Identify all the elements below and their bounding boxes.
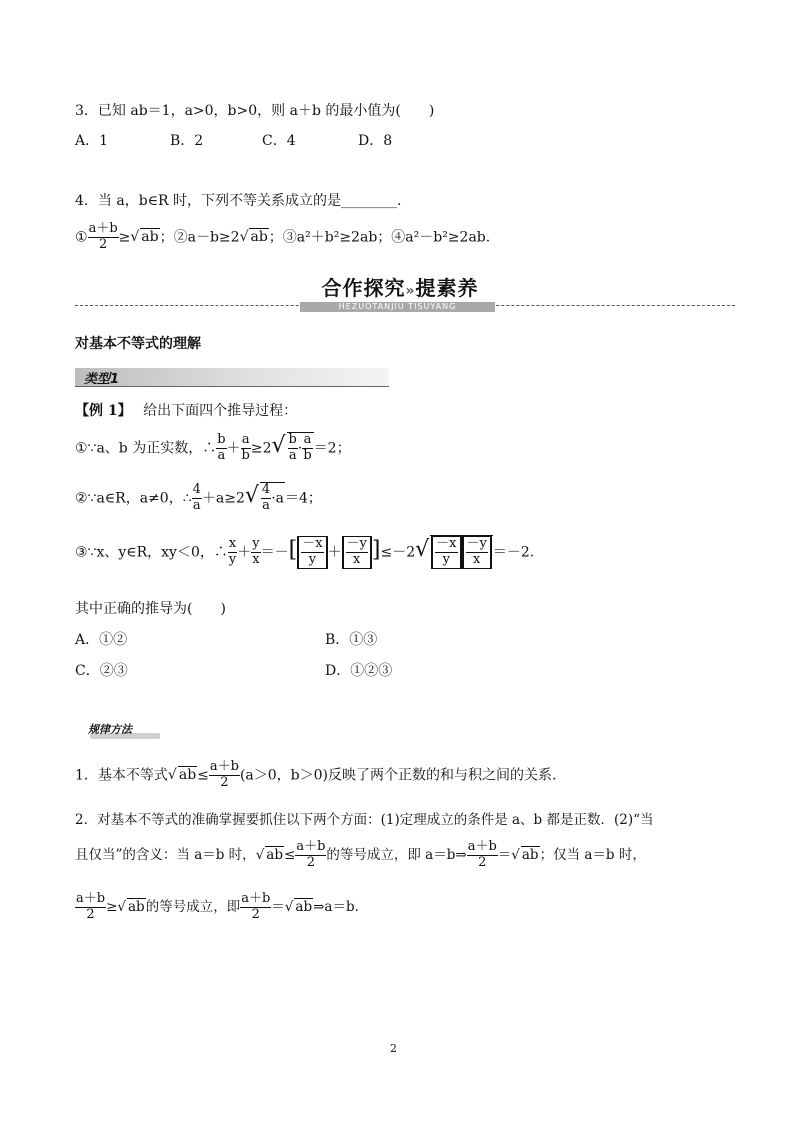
example-heading: 【例 1】 给出下面四个推导过程： [75, 403, 298, 419]
q4-opt1-prefix: ① [75, 229, 88, 246]
type-label: 类型1 [84, 372, 120, 387]
note-2-line-2: 且仅当”的含义：当 a＝b 时，√ ab≤ $\frac{a+b}{2}$ 的等号成立，即 a＝b⇒ $\frac{a+b}{2}$ ＝√ ab；仅当 a＝b 时， [75, 839, 646, 870]
example-line-3: ③∵x、y∈R，xy＜0，∴ $\frac{x}{y}$ ＋ $\frac{y}{x}$ ＝－[ $\frac{-x}{y}$ ＋ $\frac{-y}{x}$ ]≤－2√ $\frac{-x}{y}$ $\frac{-y}{x}$ ＝－2. [75, 536, 535, 567]
q3-choice-a: A．1 [75, 133, 109, 149]
q4-opt1-frac: $\frac{a+b}{2}$ [88, 221, 118, 252]
method-label: 规律方法 [88, 723, 132, 736]
page-number: 2 [390, 1042, 397, 1055]
note-1: 1．基本不等式√ ab≤ $\frac{a+b}{2}$ (a＞0，b＞0)反映了两个正数的和与积之间的关系. [75, 759, 557, 790]
section-subtitle: HEZUOTANJIU TISUYANG [300, 302, 495, 312]
q3-stem: 3．已知 ab＝1，a>0，b>0，则 a＋b 的最小值为( ) [75, 103, 435, 119]
topic-heading: 对基本不等式的理解 [75, 336, 201, 352]
type-bar [75, 368, 389, 387]
example-choice-c: C．②③ [75, 663, 128, 679]
example-line-2: ②∵a∈R，a≠0，∴ $\frac{4}{a}$ ＋a≥2√ $\frac{4}{a}$ ·a＝4； [75, 482, 322, 513]
q4-stem: 4．当 a，b∈R 时，下列不等关系成立的是________. [75, 193, 402, 209]
q3-choice-c: C．4 [262, 133, 296, 149]
example-choice-a: A．①② [75, 632, 128, 648]
example-choice-d: D．①②③ [325, 663, 393, 679]
q3-choice-d: D．8 [358, 133, 393, 149]
note-2-line-1: 2．对基本不等式的准确掌握要抓住以下两个方面：(1)定理成立的条件是 a、b 都是正数．(2)“当 [75, 812, 654, 828]
example-line-1: ①∵a、b 为正实数，∴ $\frac{b}{a}$ ＋ $\frac{a}{b}$ ≥2√ $\frac{b}{a}$ · $\frac{a}{b}$ ＝2； [75, 432, 351, 463]
example-question: 其中正确的推导为( ) [75, 601, 226, 617]
section-title: 合作探究»提素养 [321, 276, 479, 300]
note-2-line-3: $\frac{a+b}{2}$ ≥√ ab的等号成立，即 $\frac{a+b}{2}$ ＝√ ab⇒a＝b. [76, 891, 359, 922]
q4-options: ① $\frac{a+b}{2}$ ≥√ ab；②a－b≥2√ ab；③a²＋b²≥2ab；④a²－b²≥2ab. [75, 221, 491, 252]
q3-choice-b: B．2 [170, 133, 204, 149]
example-choice-b: B．①③ [325, 632, 378, 648]
